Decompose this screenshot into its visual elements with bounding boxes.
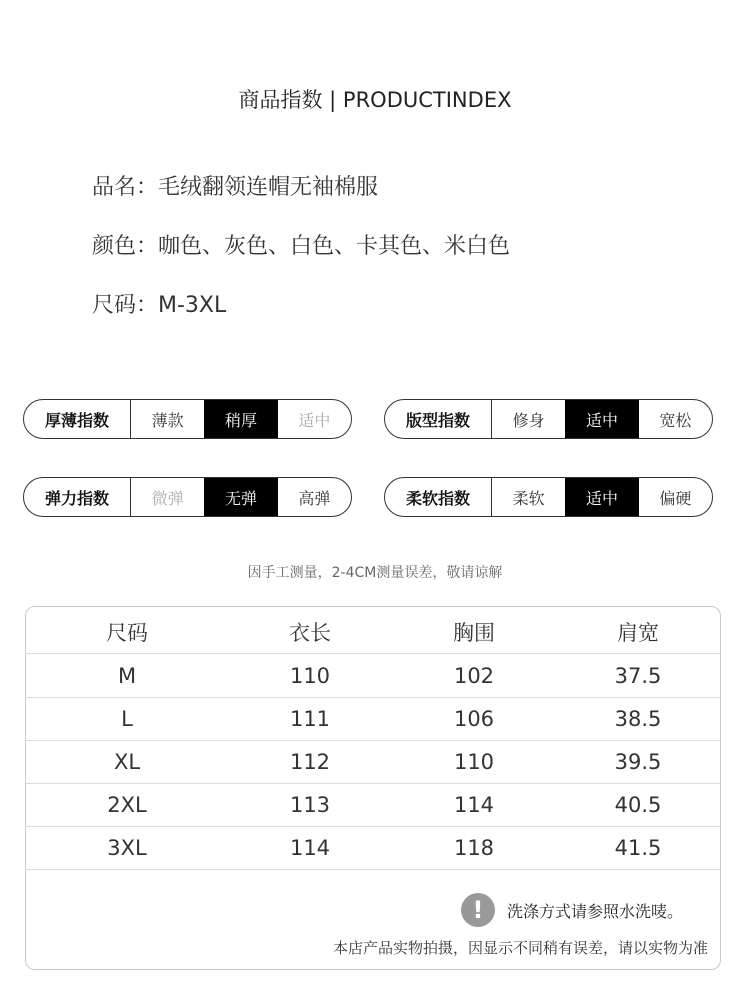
index-option: 微弹 bbox=[151, 488, 184, 508]
table-cell: 110 bbox=[453, 750, 495, 774]
index-option-selected: 无弹 bbox=[204, 478, 277, 516]
index-option: 宽松 bbox=[659, 410, 692, 430]
index-option: 偏硬 bbox=[659, 488, 692, 508]
product-name: 品名：毛绒翻领连帽无袖棉服 bbox=[92, 175, 379, 200]
measurement-note: 因手工测量，2-4CM测量误差，敬请谅解 bbox=[247, 565, 503, 581]
table-cell: 106 bbox=[453, 707, 495, 731]
index-option: 适中 bbox=[298, 410, 331, 430]
table-cell: 114 bbox=[453, 793, 495, 817]
product-colors: 颜色：咖色、灰色、白色、卡其色、米白色 bbox=[92, 234, 511, 259]
table-cell: 114 bbox=[289, 836, 331, 860]
index-label: 厚薄指数 bbox=[24, 400, 131, 438]
table-cell: 110 bbox=[289, 664, 331, 688]
index-option-selected: 稍厚 bbox=[204, 400, 277, 438]
table-header-row bbox=[26, 611, 720, 654]
index-label: 版型指数 bbox=[385, 400, 492, 438]
index-option-selected: 适中 bbox=[565, 400, 638, 438]
size-table bbox=[25, 606, 721, 970]
index-label: 弹力指数 bbox=[24, 478, 131, 516]
table-cell: M bbox=[117, 664, 137, 688]
wash-instruction-text: 洗涤方式请参照水洗唛。 bbox=[507, 901, 684, 921]
table-cell: 40.5 bbox=[614, 793, 662, 817]
wash-instruction bbox=[461, 893, 683, 927]
disclaimer: 本店产品实物拍摄，因显示不同稍有误差，请以实物为准 bbox=[332, 939, 708, 957]
page-title: 商品指数 | PRODUCTINDEX bbox=[238, 88, 512, 112]
table-cell: 41.5 bbox=[614, 836, 662, 860]
table-cell: 38.5 bbox=[614, 707, 662, 731]
table-row bbox=[26, 655, 720, 698]
index-option: 柔软 bbox=[512, 488, 545, 508]
table-cell: 2XL bbox=[107, 793, 147, 817]
index-fit bbox=[384, 399, 713, 439]
table-cell: 3XL bbox=[107, 836, 147, 860]
table-cell: 37.5 bbox=[614, 664, 662, 688]
index-option: 薄款 bbox=[151, 410, 184, 430]
table-cell: 39.5 bbox=[614, 750, 662, 774]
table-row bbox=[26, 784, 720, 827]
index-softness bbox=[384, 477, 713, 517]
table-cell: XL bbox=[113, 750, 141, 774]
table-row bbox=[26, 827, 720, 870]
table-cell: L bbox=[121, 707, 133, 731]
index-option-selected: 适中 bbox=[565, 478, 638, 516]
index-label: 柔软指数 bbox=[385, 478, 492, 516]
table-cell: 102 bbox=[453, 664, 495, 688]
table-header-cell: 肩宽 bbox=[617, 621, 659, 645]
table-row bbox=[26, 741, 720, 784]
table-header-cell: 胸围 bbox=[453, 621, 495, 645]
index-elasticity bbox=[23, 477, 352, 517]
table-cell: 111 bbox=[289, 707, 331, 731]
product-sizes: 尺码：M-3XL bbox=[92, 293, 227, 318]
table-header-cell: 衣长 bbox=[289, 621, 331, 645]
index-option: 高弹 bbox=[298, 488, 331, 508]
table-header-cell: 尺码 bbox=[106, 621, 148, 645]
index-thickness bbox=[23, 399, 352, 439]
table-row bbox=[26, 698, 720, 741]
exclamation-icon: ! bbox=[461, 893, 495, 927]
table-cell: 118 bbox=[453, 836, 495, 860]
table-cell: 113 bbox=[289, 793, 331, 817]
index-option: 修身 bbox=[512, 410, 545, 430]
table-cell: 112 bbox=[289, 750, 331, 774]
